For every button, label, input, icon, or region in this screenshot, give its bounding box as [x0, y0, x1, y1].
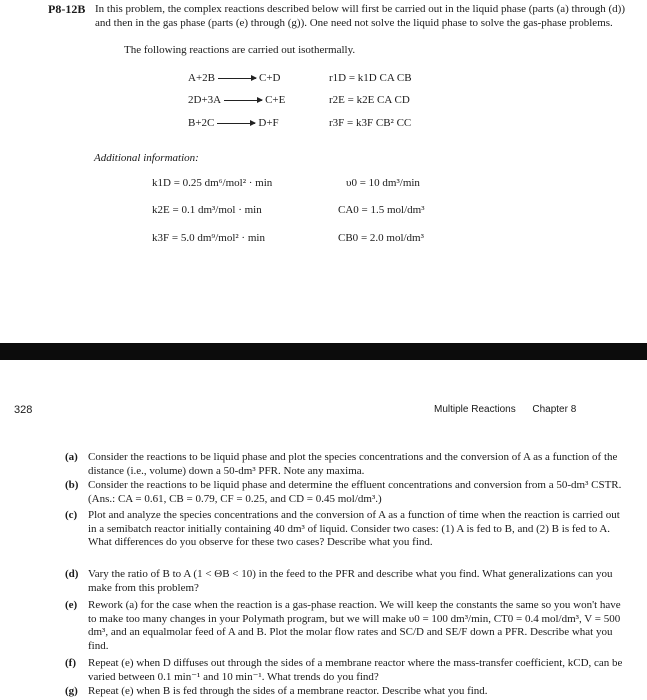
- info-cb0: [338, 232, 424, 244]
- part-text: Plot and analyze the species concentrations and the conversion of A as a function of time when the reaction is carried out in a semibatch reactor initially containing 40 dm³ of liquid. Consider two cases: (1) A is fed to B, and (2) B is fed to A. What differences do you observe for these two cases? Describe what you find.: [88, 509, 620, 549]
- part-label: (a): [65, 451, 78, 463]
- rate-law-1: r1D = k1D CA CB: [329, 72, 412, 84]
- info-value: = 5.0 dm⁹/mol² · min: [171, 232, 265, 244]
- part-f: [65, 657, 625, 684]
- part-text: Rework (a) for the case when the reaction is a gas-phase reaction. We will keep the constants the same so you won't have to make too many changes in your Polymath program, but we will make υ0 = 100 dm³/min, CT0 = 0.4 mol/dm³, V = 500 dm³, and an equalmolar feed of A and B. Plot the molar flow rates and SC/D and SE/F down a PFR. Describe what you find.: [88, 599, 621, 652]
- part-b: [65, 479, 625, 506]
- part-text: Consider the reactions to be liquid phase and plot the species concentrations and the conversion of A as a function of the distance (i.e., volume) down a 50-dm³ PFR. Note any maxima.: [88, 451, 618, 477]
- info-k1d: [152, 177, 272, 189]
- info-ca0: [338, 204, 425, 216]
- additional-info-heading: Additional information:: [94, 152, 199, 164]
- info-value: = 0.25 dm⁶/mol² · min: [173, 177, 273, 189]
- reaction-1-products: C+D: [258, 72, 281, 84]
- part-text: Consider the reactions to be liquid phase and determine the effluent concentrations and conversion from a 50-dm³ CSTR. (Ans.: CA = 0.61, CB = 0.79, CF = 0.25, and CD = 0.45 mol/dm³.): [88, 479, 622, 505]
- page-number: 328: [14, 404, 33, 416]
- info-v0: [346, 177, 420, 189]
- reaction-2: [188, 94, 285, 106]
- part-label: (e): [65, 599, 78, 611]
- part-g: [65, 685, 625, 699]
- info-symbol: k1D: [152, 177, 171, 189]
- rate-law-2: r2E = k2E CA CD: [329, 94, 410, 106]
- problem-number: P8-12B: [48, 2, 86, 16]
- reaction-3: [188, 117, 279, 129]
- reaction-3-reactants: B+2C: [188, 117, 215, 129]
- info-symbol: υ0: [346, 177, 357, 189]
- info-symbol: k3F: [152, 232, 170, 244]
- info-value: = 1.5 mol/dm³: [361, 204, 425, 216]
- reaction-3-products: D+F: [258, 117, 279, 129]
- part-label: (c): [65, 509, 78, 521]
- part-label: (f): [65, 657, 76, 669]
- info-symbol: CA0: [338, 204, 359, 216]
- arrow-icon: [217, 123, 255, 124]
- arrow-icon: [218, 78, 256, 79]
- reaction-1-reactants: A+2B: [188, 72, 215, 84]
- info-value: = 10 dm³/min: [359, 177, 420, 189]
- reaction-2-reactants: 2D+3A: [188, 94, 222, 106]
- problem-intro: In this problem, the complex reactions described below will first be carried out in the liquid phase (parts (a) through (d)) and then in the gas phase (parts (e) through (g)). One need not solve the liquid phase to solve the gas-phase problems.: [95, 3, 625, 29]
- part-text: Vary the ratio of B to A (1 < ΘB < 10) in the feed to the PFR and describe what you find. What generalizations can you make from this problem?: [88, 568, 613, 594]
- rate-law-3: r3F = k3F CB² CC: [329, 117, 412, 129]
- part-label: (d): [65, 568, 79, 580]
- part-e: [65, 599, 625, 653]
- running-head: Multiple Reactions Chapter 8: [434, 404, 577, 415]
- part-c: [65, 509, 625, 550]
- page-break-band: [0, 343, 647, 360]
- info-k2e: [152, 204, 262, 216]
- reaction-2-products: C+E: [265, 94, 286, 106]
- info-k3f: [152, 232, 265, 244]
- arrow-icon: [224, 100, 262, 101]
- part-label: (b): [65, 479, 79, 491]
- reaction-1: [188, 72, 280, 84]
- info-value: = 0.1 dm³/mol · min: [172, 204, 262, 216]
- part-text: Repeat (e) when D diffuses out through the sides of a membrane reactor where the mass-transfer coefficient, kCD, can be varied between 0.1 min⁻¹ and 10 min⁻¹. What trends do you find?: [88, 657, 623, 683]
- part-a: [65, 451, 625, 478]
- part-text: Repeat (e) when B is fed through the sides of a membrane reactor. Describe what you find.: [88, 685, 488, 697]
- part-d: [65, 568, 625, 595]
- info-value: = 2.0 mol/dm³: [360, 232, 424, 244]
- part-label: (g): [65, 685, 78, 697]
- info-symbol: k2E: [152, 204, 170, 216]
- info-symbol: CB0: [338, 232, 359, 244]
- reactions-lead: The following reactions are carried out isothermally.: [124, 44, 356, 56]
